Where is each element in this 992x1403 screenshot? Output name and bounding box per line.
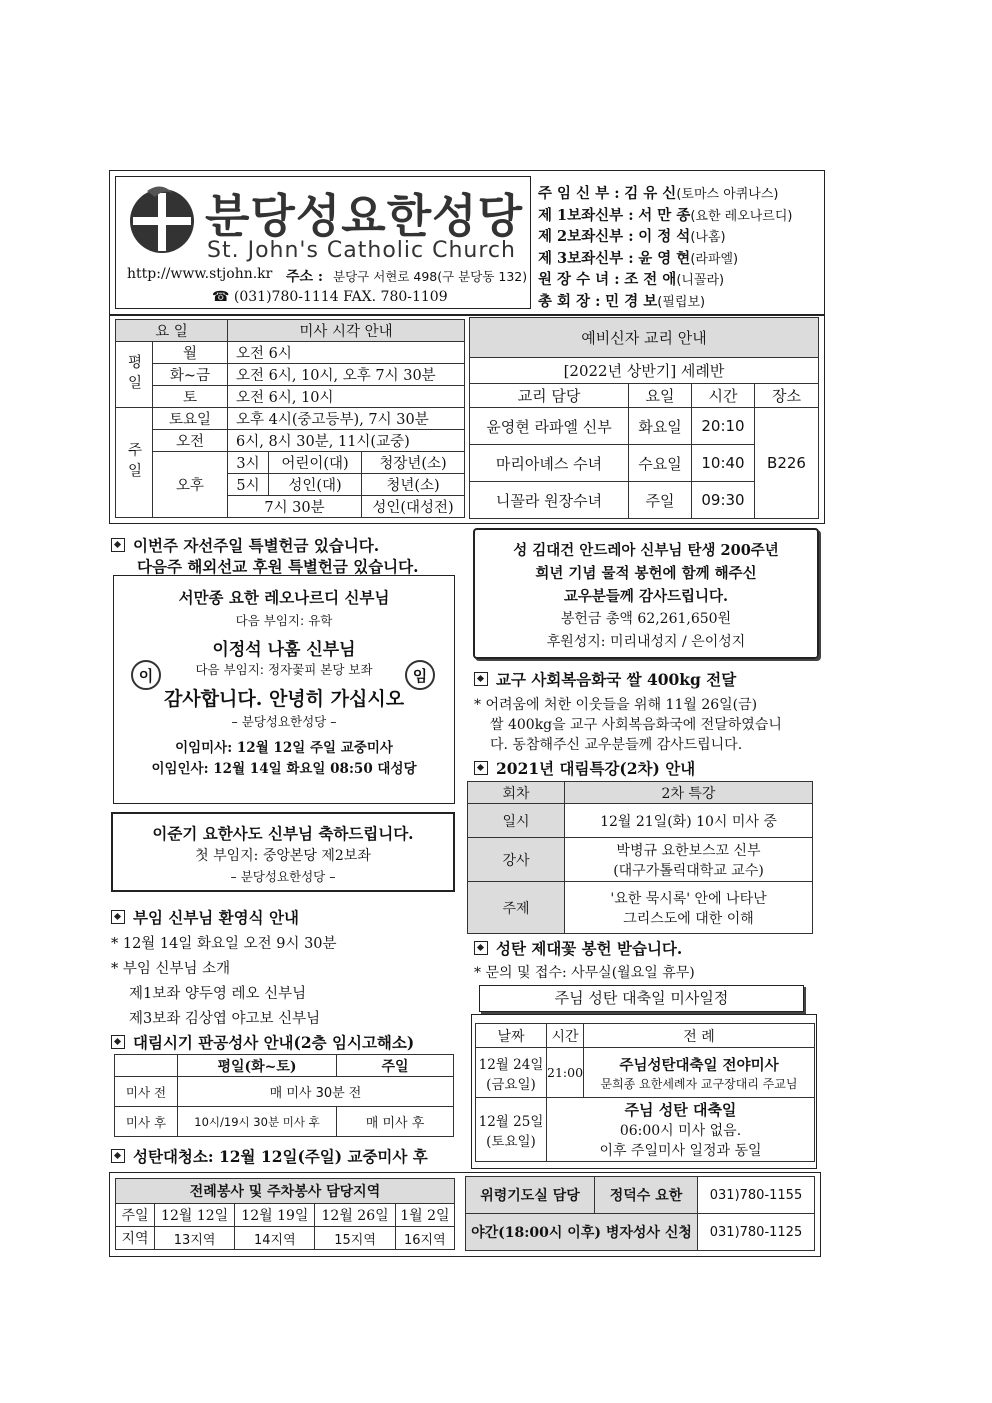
ordination-content xyxy=(111,822,455,885)
farewell-priest2-next: 다음 부임지: 정자꽃피 본당 보좌 xyxy=(195,662,373,677)
ordination-first: 첫 부임지: 중앙본당 제2보좌 xyxy=(195,848,371,864)
service-cell: 1월 2일 xyxy=(395,1204,454,1227)
service-title: 전례봉사 및 주차봉사 담당지역 xyxy=(116,1179,455,1204)
christmas-liturgy: 주님성탄대축일 전야미사 문희종 요한세례자 교구장대리 주교님 xyxy=(584,1048,815,1098)
bullet-icon xyxy=(474,672,488,686)
anniversary-line2: 희년 기념 물적 봉헌에 함께 해주신 xyxy=(535,565,757,582)
header-time: 미사 시각 안내 xyxy=(228,320,465,342)
bullet-icon xyxy=(111,910,125,924)
pm1-b: 청장년(소) xyxy=(362,452,465,474)
lecture-value: '요한 묵시록' 안에 나타난 그리스도에 대한 이해 xyxy=(565,882,813,934)
col-place: 장소 xyxy=(755,384,819,408)
rice-line2: 쌀 400kg을 교구 사회복음화국에 전달하였습니 xyxy=(490,717,782,733)
church-logo-icon xyxy=(127,183,197,255)
staff-row: 제 3보좌신부 : 윤 영 현(라파엘) xyxy=(538,249,739,267)
christmas-table xyxy=(475,1023,815,1162)
pm2-b: 청년(소) xyxy=(362,474,465,496)
confession-col-sunday: 주일 xyxy=(337,1055,454,1077)
bullet-icon xyxy=(474,941,488,955)
col-time: 시간 xyxy=(692,384,755,408)
sunday-label: 주일 xyxy=(116,408,153,518)
service-cell: 16지역 xyxy=(395,1227,454,1250)
time-pm2: 5시 xyxy=(228,474,269,496)
teacher: 마리아녜스 수녀 xyxy=(470,445,629,482)
confession-before-value: 매 미사 30분 전 xyxy=(178,1077,454,1107)
catechumen-title: 예비신자 교리 안내 xyxy=(470,318,819,358)
lecture-label: 강사 xyxy=(468,838,565,882)
service-cell: 14지역 xyxy=(235,1227,315,1250)
lecture-value: 12월 21일(화) 10시 미사 중 xyxy=(565,804,813,838)
christmas-col-date: 날짜 xyxy=(476,1024,547,1048)
service-cell: 지역 xyxy=(116,1227,155,1250)
anniversary-line5: 후원성지: 미리내성지 / 은이성지 xyxy=(546,634,746,650)
lecture-label: 일시 xyxy=(468,804,565,838)
advent-lecture-title: 2021년 대림특강(2차) 안내 xyxy=(474,757,695,779)
confession-table xyxy=(114,1054,454,1137)
weekday-label: 평일 xyxy=(116,342,153,408)
catechumen-table xyxy=(469,317,819,519)
service-table xyxy=(115,1178,455,1250)
lecture-value: 박병규 요한보스꼬 신부 (대구가톨릭대학교 교수) xyxy=(565,838,813,882)
advent-lecture-table xyxy=(467,781,813,934)
ordination-title: 이준기 요한사도 신부님 축하드립니다. xyxy=(152,824,414,843)
confession-after-label: 미사 후 xyxy=(115,1107,178,1137)
welcome-item: * 12월 14일 화요일 오전 9시 30분 xyxy=(111,936,337,952)
church-name-kr: 분당성요한성당 xyxy=(205,189,524,243)
contact-phone: 031)780-1125 xyxy=(698,1214,815,1251)
day-sat: 토 xyxy=(153,386,228,408)
teacher: 니꼴라 원장수녀 xyxy=(470,482,629,519)
farewell-content xyxy=(113,586,455,778)
lecture-label: 회차 xyxy=(468,782,565,804)
time-sat-eve: 오후 4시(중고등부), 7시 30분 xyxy=(228,408,465,430)
service-cell: 13지역 xyxy=(155,1227,235,1250)
welcome-item: 제3보좌 김상엽 야고보 신부님 xyxy=(129,1011,321,1027)
confession-after-weekday: 10시/19시 30분 미사 후 xyxy=(178,1107,337,1137)
class-day: 주일 xyxy=(629,482,692,519)
welcome-item: * 부임 신부님 소개 xyxy=(111,961,231,977)
confession-col-weekday: 평일(화~토) xyxy=(178,1055,337,1077)
rice-title: 교구 사회복음화국 쌀 400kg 전달 xyxy=(474,668,736,690)
class-day: 수요일 xyxy=(629,445,692,482)
class-time: 20:10 xyxy=(692,408,755,445)
time-pm3: 7시 30분 xyxy=(228,496,362,518)
flowers-line: * 문의 및 접수: 사무실(월요일 휴무) xyxy=(474,965,695,981)
mass-schedule-table xyxy=(115,319,465,518)
website-link[interactable]: http://www.stjohn.kr xyxy=(127,266,273,282)
time-tue-fri: 오전 6시, 10시, 오후 7시 30분 xyxy=(228,364,465,386)
pm3-a: 성인(대성전) xyxy=(362,496,465,518)
farewell-priest1: 서만종 요한 레오나르디 신부님 xyxy=(178,588,390,607)
contact-table xyxy=(465,1176,815,1251)
confession-corner xyxy=(115,1055,178,1077)
anniversary-content xyxy=(473,539,819,651)
time-sat: 오전 6시, 10시 xyxy=(228,386,465,408)
contact-phone: 031)780-1155 xyxy=(698,1177,815,1214)
special-collection-line2: 다음주 해외선교 후원 특별헌금 있습니다. xyxy=(137,557,419,576)
address-text: 분당구 서현로 498(구 분당동 132) xyxy=(333,269,528,284)
christmas-col-liturgy: 전 례 xyxy=(584,1024,815,1048)
lecture-value: 2차 특강 xyxy=(565,782,813,804)
catechumen-subtitle: [2022년 상반기] 세례반 xyxy=(470,358,819,384)
col-teacher: 교리 담당 xyxy=(470,384,629,408)
class-place: B226 xyxy=(755,408,819,519)
christmas-date: 12월 25일 (토요일) xyxy=(476,1098,547,1162)
class-time: 09:30 xyxy=(692,482,755,519)
farewell-greeting: 이임인사: 12월 14일 화요일 08:50 대성당 xyxy=(151,761,417,777)
christmas-time: 21:00 xyxy=(547,1048,584,1098)
christmas-col-time: 시간 xyxy=(547,1024,584,1048)
phone-fax: ☎ (031)780-1114 FAX. 780-1109 xyxy=(212,289,448,305)
staff-row: 제 2보좌신부 : 이 정 석(나홈) xyxy=(538,228,726,245)
day-mon: 월 xyxy=(153,342,228,364)
farewell-priest1-next: 다음 부임지: 유학 xyxy=(235,613,333,628)
pm2-a: 성인(대) xyxy=(269,474,362,496)
staff-row: 원 장 수 녀 : 조 전 애(니꼴라) xyxy=(538,271,725,288)
day-pm: 오후 xyxy=(153,452,228,518)
anniversary-line3: 교우분들께 감사드립니다. xyxy=(563,588,729,605)
teacher: 윤영현 라파엘 신부 xyxy=(470,408,629,445)
confession-after-sunday: 매 미사 후 xyxy=(337,1107,454,1137)
farewell-thanks: 감사합니다. 안녕히 가십시오 xyxy=(163,688,405,710)
flowers-title: 성탄 제대꽃 봉헌 받습니다. xyxy=(474,937,682,959)
christmas-title: 주님 성탄 대축일 미사일정 xyxy=(554,989,729,1007)
service-cell: 12월 12일 xyxy=(155,1204,235,1227)
anniversary-line1: 성 김대건 안드레아 신부님 탄생 200주년 xyxy=(513,542,779,559)
class-day: 화요일 xyxy=(629,408,692,445)
class-time: 10:40 xyxy=(692,445,755,482)
christmas-date: 12월 24일 (금요일) xyxy=(476,1048,547,1098)
bullet-icon xyxy=(111,1149,125,1163)
confession-before-label: 미사 전 xyxy=(115,1077,178,1107)
christmas-liturgy: 주님 성탄 대축일 06:00시 미사 없음. 이후 주일미사 일정과 동일 xyxy=(547,1098,815,1162)
rice-line1: * 어려움에 처한 이웃들을 위해 11월 26일(금) xyxy=(474,697,758,713)
service-cell: 15지역 xyxy=(315,1227,395,1250)
lecture-label: 주제 xyxy=(468,882,565,934)
farewell-mass: 이임미사: 12월 12일 주일 교중미사 xyxy=(175,740,393,756)
day-tue-fri: 화~금 xyxy=(153,364,228,386)
header-day: 요 일 xyxy=(116,320,228,342)
ordination-from: – 분당성요한성당 – xyxy=(230,869,336,884)
laurel-badge-left-icon: 이 xyxy=(131,660,161,690)
bullet-icon xyxy=(474,761,488,775)
contact-label: 위령기도실 담당 xyxy=(466,1177,595,1214)
time-pm1: 3시 xyxy=(228,452,269,474)
service-cell: 12월 26일 xyxy=(315,1204,395,1227)
farewell-from: – 분당성요한성당 – xyxy=(231,714,337,729)
col-day: 요일 xyxy=(629,384,692,408)
rice-line3: 다. 동참해주신 교우분들께 감사드립니다. xyxy=(490,737,743,753)
time-mon: 오전 6시 xyxy=(228,342,465,364)
cleaning-notice: 성탄대청소: 12월 12일(주일) 교중미사 후 xyxy=(111,1145,428,1167)
service-cell: 주일 xyxy=(116,1204,155,1227)
special-collection-notice: 이번주 자선주일 특별헌금 있습니다. xyxy=(111,534,379,556)
welcome-item: 제1보좌 양두영 레오 신부님 xyxy=(129,986,307,1002)
staff-row: 총 회 장 : 민 경 보(필립보) xyxy=(538,292,706,310)
farewell-priest2: 이정석 나훔 신부님 xyxy=(212,640,356,660)
contact-name: 정덕수 요한 xyxy=(595,1177,698,1214)
staff-list xyxy=(538,182,823,311)
service-cell: 12월 19일 xyxy=(235,1204,315,1227)
staff-row: 주 임 신 부 : 김 유 신(토마스 아퀴나스) xyxy=(538,185,779,202)
staff-row: 제 1보좌신부 : 서 만 종(요한 레오나르디) xyxy=(538,206,793,224)
contact-label: 야간(18:00시 이후) 병자성사 신청 xyxy=(466,1214,698,1251)
bullet-icon xyxy=(111,538,125,552)
day-sat-eve: 토요일 xyxy=(153,408,228,430)
time-am: 6시, 8시 30분, 11시(교중) xyxy=(228,430,465,452)
church-name-en: St. John's Catholic Church xyxy=(207,238,516,263)
pm1-a: 어린이(대) xyxy=(269,452,362,474)
christmas-title-box xyxy=(479,985,804,1012)
confession-title: 대림시기 판공성사 안내(2층 임시고해소) xyxy=(111,1031,414,1053)
bullet-icon xyxy=(111,1035,125,1049)
day-am: 오전 xyxy=(153,430,228,452)
anniversary-line4: 봉헌금 총액 62,261,650원 xyxy=(560,611,732,627)
address-label: 주소 : xyxy=(286,269,324,285)
welcome-title: 부임 신부님 환영식 안내 xyxy=(111,906,299,928)
laurel-badge-right-icon: 임 xyxy=(405,660,435,690)
